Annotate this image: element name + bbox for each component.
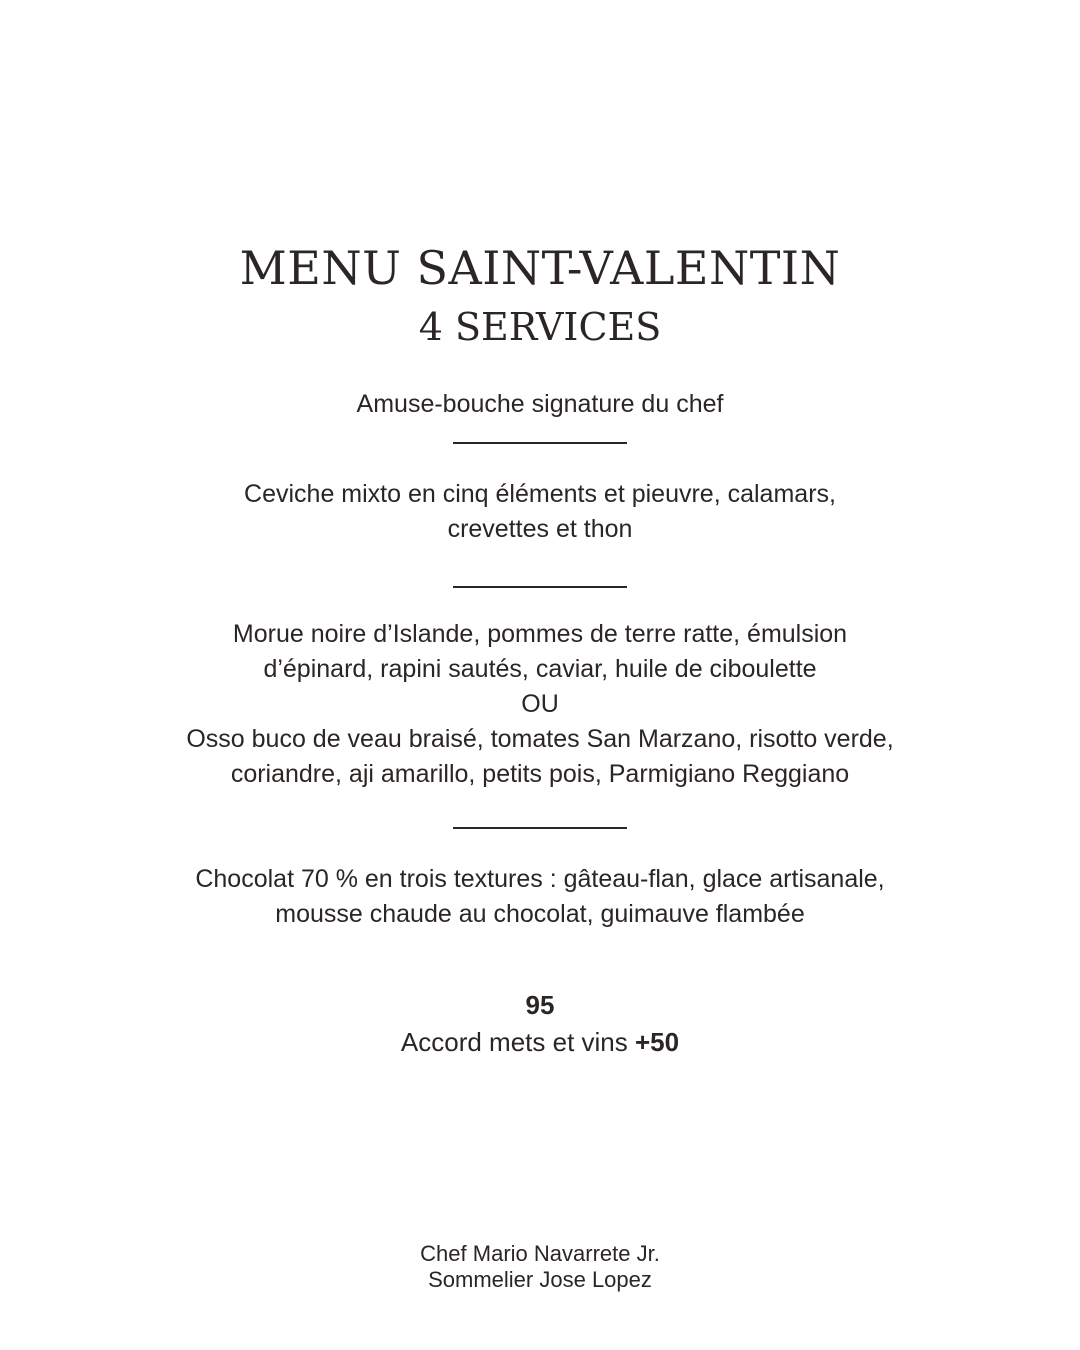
- course-divider: [453, 827, 627, 829]
- main-option-a-line: Morue noire d’Islande, pommes de terre ratte, émulsion: [232, 620, 848, 648]
- sommelier-credit: Sommelier Jose Lopez: [428, 1267, 652, 1292]
- menu-title: MENU SAINT-VALENTIN: [239, 241, 841, 295]
- wine-pairing-label: Accord mets et vins: [400, 1027, 635, 1057]
- course-line: Ceviche mixto en cinq éléments et pieuvre, calamars,: [244, 480, 836, 508]
- course-amuse-bouche: [90, 387, 990, 422]
- course-line: Chocolat 70 % en trois textures : gâteau-flan, glace artisanale,: [195, 865, 885, 893]
- course-ceviche: [90, 477, 990, 547]
- main-option-separator: OU: [521, 690, 559, 718]
- staff-credits: [0, 1241, 1080, 1293]
- wine-pairing: [0, 1024, 1080, 1060]
- course-divider: [453, 586, 627, 588]
- main-option-b-line: Osso buco de veau braisé, tomates San Marzano, risotto verde,: [186, 725, 894, 753]
- course-main: [90, 617, 990, 792]
- menu-price: 95: [525, 990, 555, 1020]
- wine-pairing-price: +50: [634, 1027, 680, 1057]
- chef-credit: Chef Mario Navarrete Jr.: [420, 1241, 660, 1266]
- course-dessert: [90, 862, 990, 932]
- course-line: crevettes et thon: [447, 515, 633, 543]
- main-option-b-line: coriandre, aji amarillo, petits pois, Parmigiano Reggiano: [230, 760, 850, 788]
- main-option-a-line: d’épinard, rapini sautés, caviar, huile de ciboulette: [263, 655, 817, 683]
- menu-subtitle: 4 SERVICES: [418, 305, 662, 349]
- course-line: Amuse-bouche signature du chef: [356, 390, 724, 418]
- course-divider: [453, 442, 627, 444]
- course-line: mousse chaude au chocolat, guimauve flambée: [275, 900, 805, 928]
